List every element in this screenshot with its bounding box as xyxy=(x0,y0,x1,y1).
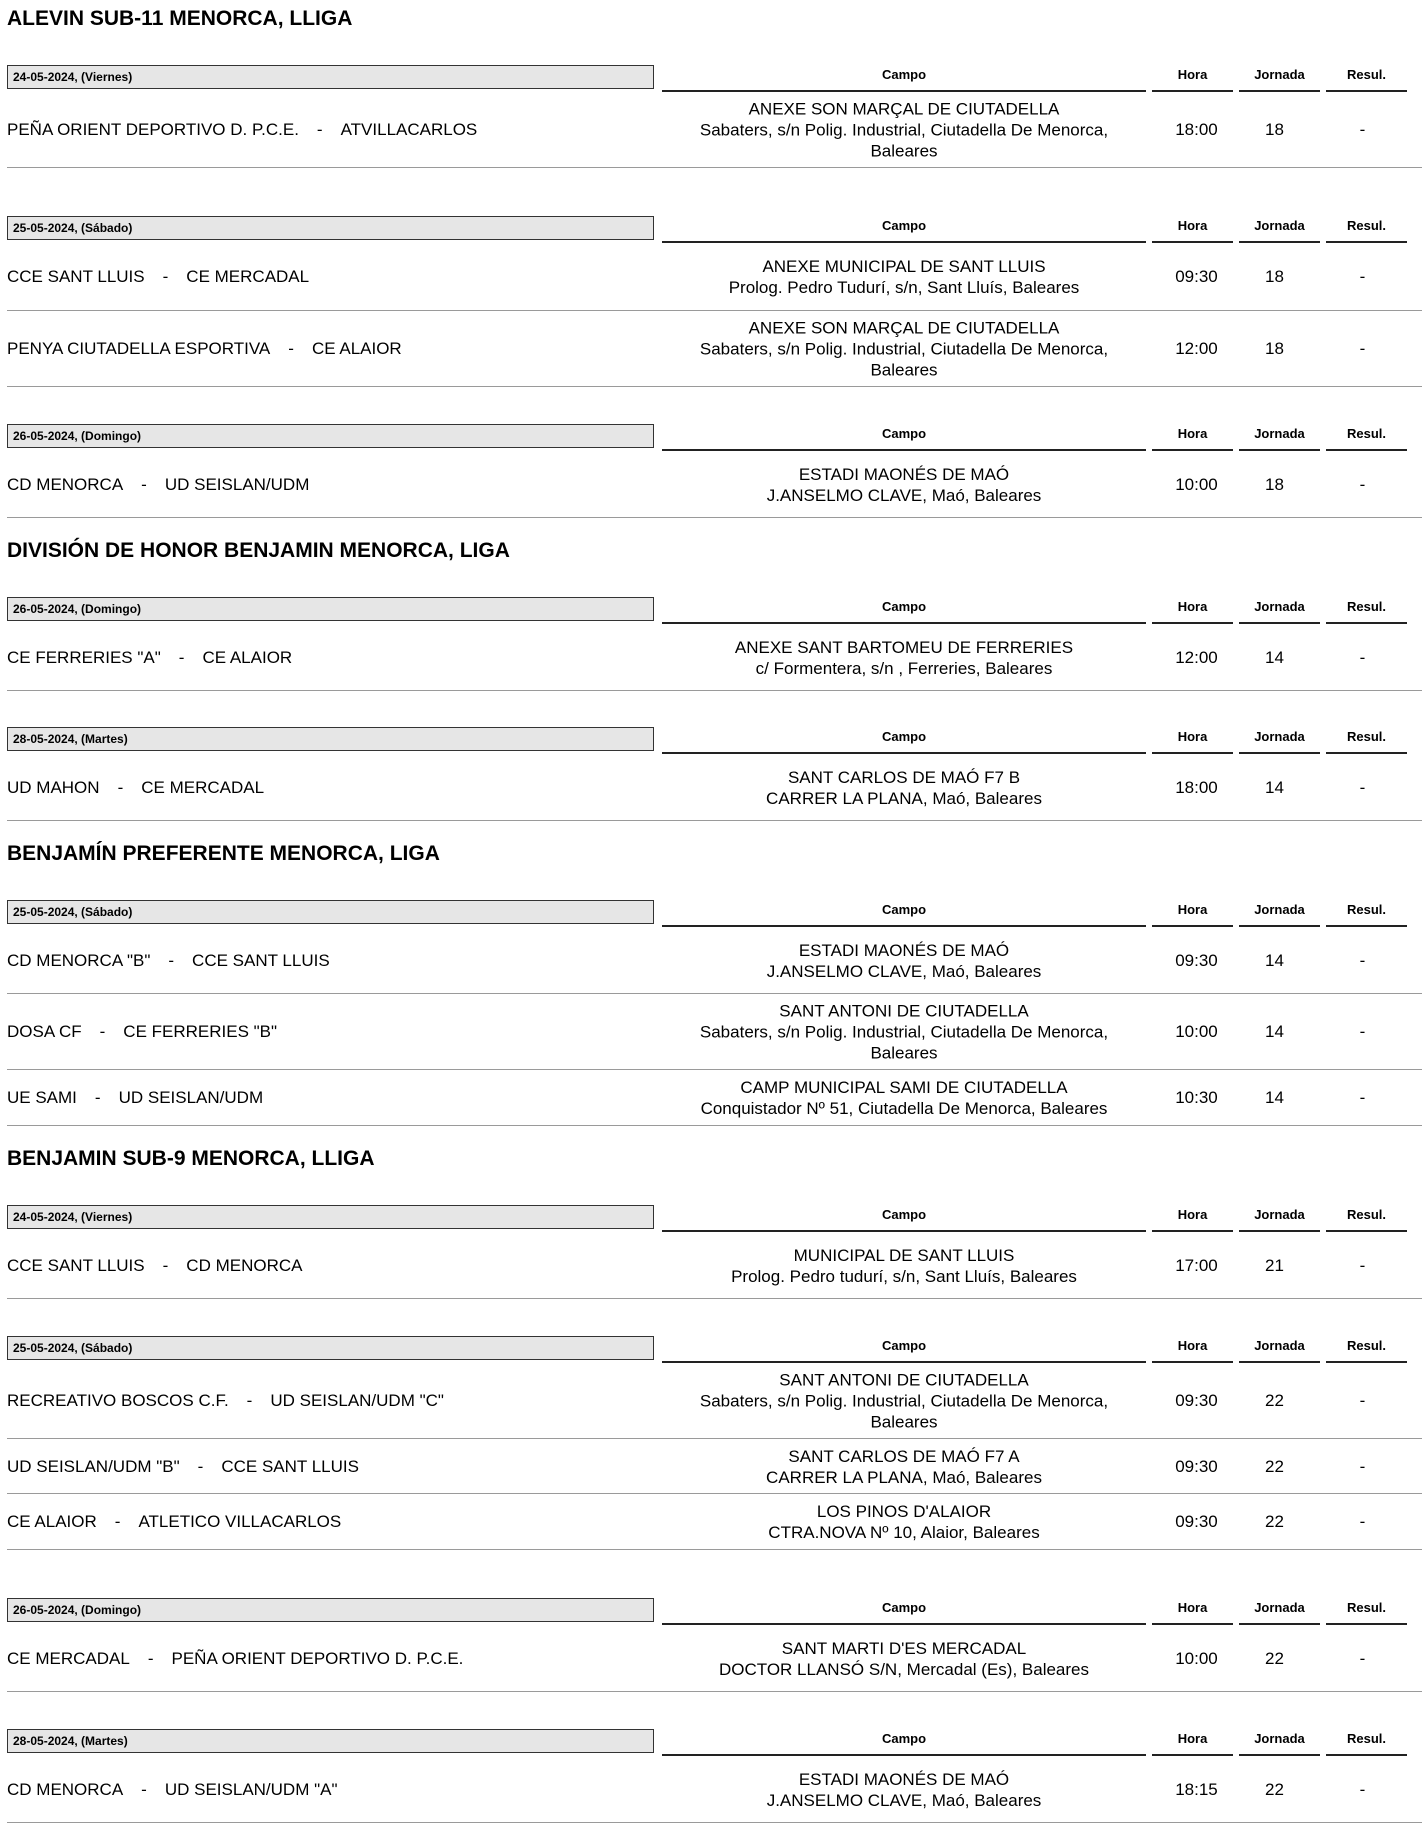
column-header-jornada: Jornada xyxy=(1239,1729,1320,1756)
matchday-number: 18 xyxy=(1265,267,1284,286)
match-row xyxy=(0,1756,1422,1823)
row-divider xyxy=(7,517,1422,518)
home-team: UE SAMI xyxy=(7,1088,77,1107)
matchday-number: 14 xyxy=(1265,1088,1284,1107)
match-row xyxy=(0,1363,1422,1439)
venue-name: SANT CARLOS DE MAÓ F7 B xyxy=(787,767,1021,787)
match-time: 18:15 xyxy=(1175,1779,1218,1799)
home-team: CD MENORCA "B" xyxy=(7,950,151,970)
column-header-campo: Campo xyxy=(662,1205,1146,1232)
home-team: CCE SANT LLUIS xyxy=(7,267,145,286)
column-header-jornada: Jornada xyxy=(1239,900,1320,927)
match-time: 09:30 xyxy=(1175,1456,1218,1476)
match-result: - xyxy=(1359,1391,1366,1410)
venue-address-line: Baleares xyxy=(870,360,938,380)
away-team: UD SEISLAN/UDM xyxy=(164,474,310,494)
match-venue xyxy=(672,940,1136,982)
column-header-campo: Campo xyxy=(662,1729,1146,1756)
team-separator: - xyxy=(114,1512,121,1531)
match-result: - xyxy=(1359,950,1366,970)
match-date: 24-05-2024, (Viernes) xyxy=(7,1205,654,1229)
match-time: 12:00 xyxy=(1175,339,1218,358)
match-result: - xyxy=(1359,1255,1366,1275)
team-separator: - xyxy=(178,647,185,667)
venue-address-line: J.ANSELMO CLAVE, Maó, Baleares xyxy=(766,485,1042,505)
venue-address-line: CARRER LA PLANA, Maó, Baleares xyxy=(766,1467,1042,1487)
column-header-jornada: Jornada xyxy=(1239,597,1320,624)
home-team: CE ALAIOR xyxy=(7,1512,97,1531)
column-header-resul: Resul. xyxy=(1326,65,1407,92)
matchday-number: 14 xyxy=(1265,950,1284,970)
column-header-campo: Campo xyxy=(662,216,1146,243)
match-result: - xyxy=(1359,339,1366,358)
match-row xyxy=(0,92,1422,168)
home-team: CE MERCADAL xyxy=(7,1648,130,1668)
column-header-campo: Campo xyxy=(662,65,1146,92)
venue-address-line: Baleares xyxy=(870,1043,938,1063)
match-result: - xyxy=(1359,647,1366,667)
venue-address-line: Sabaters, s/n Polig. Industrial, Ciutadella De Menorca, xyxy=(699,1391,1109,1411)
match-date: 28-05-2024, (Martes) xyxy=(7,1729,654,1753)
venue-address-line: Sabaters, s/n Polig. Industrial, Ciutadella De Menorca, xyxy=(699,339,1109,359)
home-team: CD MENORCA xyxy=(7,474,124,494)
column-header-jornada: Jornada xyxy=(1239,1205,1320,1232)
team-separator: - xyxy=(197,1456,204,1476)
column-header-hora: Hora xyxy=(1152,1336,1233,1363)
match-teams xyxy=(7,1780,338,1800)
match-venue xyxy=(672,1446,1136,1488)
row-divider xyxy=(7,1298,1422,1299)
away-team: UD SEISLAN/UDM "C" xyxy=(270,1391,444,1410)
match-venue xyxy=(672,99,1136,162)
column-header-resul: Resul. xyxy=(1326,727,1407,754)
team-separator: - xyxy=(246,1391,253,1410)
team-separator: - xyxy=(99,1022,106,1041)
matchday-number: 14 xyxy=(1265,647,1284,667)
match-date: 24-05-2024, (Viernes) xyxy=(7,65,654,89)
venue-address-line: Baleares xyxy=(870,1412,938,1432)
column-header-campo: Campo xyxy=(662,727,1146,754)
venue-name: SANT MARTI D'ES MERCADAL xyxy=(781,1638,1027,1658)
match-venue xyxy=(672,1370,1136,1433)
venue-name: ANEXE SON MARÇAL DE CIUTADELLA xyxy=(748,99,1060,119)
away-team: CE MERCADAL xyxy=(186,267,310,286)
match-time: 17:00 xyxy=(1175,1255,1218,1275)
match-result: - xyxy=(1359,1779,1366,1799)
match-teams xyxy=(7,1649,463,1669)
column-header-campo: Campo xyxy=(662,900,1146,927)
match-venue xyxy=(672,464,1136,506)
column-header-hora: Hora xyxy=(1152,597,1233,624)
home-team: CCE SANT LLUIS xyxy=(7,1255,145,1275)
column-header-hora: Hora xyxy=(1152,727,1233,754)
home-team: PEÑA ORIENT DEPORTIVO D. P.C.E. xyxy=(7,120,299,139)
match-teams xyxy=(7,1256,302,1276)
team-separator: - xyxy=(162,267,169,286)
competition-title: BENJAMÍN PREFERENTE MENORCA, LIGA xyxy=(7,842,440,865)
column-header-campo: Campo xyxy=(662,1598,1146,1625)
venue-address-line: Sabaters, s/n Polig. Industrial, Ciutadella De Menorca, xyxy=(699,120,1109,140)
match-teams xyxy=(7,778,264,798)
home-team: CD MENORCA xyxy=(7,1779,124,1799)
matchday-number: 18 xyxy=(1265,339,1284,358)
match-result: - xyxy=(1359,1648,1366,1668)
match-venue xyxy=(672,318,1136,381)
venue-address-line: Prolog. Pedro Tudurí, s/n, Sant Lluís, Baleares xyxy=(728,278,1080,297)
match-time: 10:00 xyxy=(1175,474,1218,494)
venue-address-line: J.ANSELMO CLAVE, Maó, Baleares xyxy=(766,961,1042,981)
away-team: CD MENORCA xyxy=(186,1255,303,1275)
match-venue xyxy=(672,1077,1136,1119)
away-team: UD SEISLAN/UDM xyxy=(118,1088,264,1107)
venue-address-line: Sabaters, s/n Polig. Industrial, Ciutadella De Menorca, xyxy=(699,1022,1109,1042)
match-row xyxy=(0,243,1422,311)
match-time: 10:00 xyxy=(1175,1022,1218,1041)
match-time: 18:00 xyxy=(1175,120,1218,139)
column-header-hora: Hora xyxy=(1152,65,1233,92)
match-date: 26-05-2024, (Domingo) xyxy=(7,597,654,621)
match-row xyxy=(0,1494,1422,1550)
row-divider xyxy=(7,1125,1422,1126)
venue-address-line: DOCTOR LLANSÓ S/N, Mercadal (Es), Baleares xyxy=(718,1659,1089,1679)
away-team: CE ALAIOR xyxy=(202,647,293,667)
column-header-jornada: Jornada xyxy=(1239,1598,1320,1625)
match-teams xyxy=(7,267,309,287)
match-result: - xyxy=(1359,1022,1366,1041)
match-venue xyxy=(672,1001,1136,1064)
match-row xyxy=(0,754,1422,821)
match-row xyxy=(0,1232,1422,1299)
column-header-hora: Hora xyxy=(1152,424,1233,451)
team-separator: - xyxy=(162,1255,169,1275)
away-team: CCE SANT LLUIS xyxy=(192,950,330,970)
match-result: - xyxy=(1359,267,1366,286)
column-header-resul: Resul. xyxy=(1326,1205,1407,1232)
match-time: 10:30 xyxy=(1175,1088,1218,1107)
matchday-number: 22 xyxy=(1265,1512,1284,1531)
match-venue xyxy=(672,1245,1136,1287)
match-row xyxy=(0,451,1422,518)
match-teams xyxy=(7,951,330,971)
match-teams xyxy=(7,475,309,495)
match-teams xyxy=(7,1088,263,1108)
column-header-resul: Resul. xyxy=(1326,424,1407,451)
venue-name: SANT CARLOS DE MAÓ F7 A xyxy=(788,1446,1020,1466)
venue-address-line: c/ Formentera, s/n , Ferreries, Baleares xyxy=(755,658,1053,678)
column-header-hora: Hora xyxy=(1152,1598,1233,1625)
team-separator: - xyxy=(94,1088,101,1107)
venue-name: CAMP MUNICIPAL SAMI DE CIUTADELLA xyxy=(740,1078,1068,1097)
column-header-hora: Hora xyxy=(1152,1205,1233,1232)
matchday-number: 22 xyxy=(1265,1391,1284,1410)
matchday-number: 22 xyxy=(1265,1779,1284,1799)
column-header-resul: Resul. xyxy=(1326,900,1407,927)
away-team: ATVILLACARLOS xyxy=(340,120,478,139)
match-date: 26-05-2024, (Domingo) xyxy=(7,1598,654,1622)
column-header-jornada: Jornada xyxy=(1239,65,1320,92)
venue-address-line: Baleares xyxy=(870,141,938,161)
venue-address-line: J.ANSELMO CLAVE, Maó, Baleares xyxy=(766,1790,1042,1810)
match-row xyxy=(0,311,1422,387)
away-team: CE MERCADAL xyxy=(141,777,265,797)
team-separator: - xyxy=(117,777,124,797)
match-teams xyxy=(7,1391,444,1411)
column-header-resul: Resul. xyxy=(1326,1729,1407,1756)
match-result: - xyxy=(1359,1088,1366,1107)
match-venue xyxy=(672,1638,1136,1680)
match-row xyxy=(0,624,1422,691)
column-header-resul: Resul. xyxy=(1326,597,1407,624)
row-divider xyxy=(7,1822,1422,1823)
venue-name: ESTADI MAONÉS DE MAÓ xyxy=(798,940,1010,960)
home-team: UD SEISLAN/UDM "B" xyxy=(7,1456,180,1476)
matchday-number: 18 xyxy=(1265,120,1284,139)
venue-name: ESTADI MAONÉS DE MAÓ xyxy=(798,1769,1010,1789)
match-time: 12:00 xyxy=(1175,647,1218,667)
column-header-campo: Campo xyxy=(662,1336,1146,1363)
home-team: PENYA CIUTADELLA ESPORTIVA xyxy=(7,339,271,358)
column-header-jornada: Jornada xyxy=(1239,1336,1320,1363)
match-time: 10:00 xyxy=(1175,1648,1218,1668)
match-date: 25-05-2024, (Sábado) xyxy=(7,1336,654,1360)
away-team: PEÑA ORIENT DEPORTIVO D. P.C.E. xyxy=(171,1648,464,1668)
column-header-resul: Resul. xyxy=(1326,1598,1407,1625)
match-row xyxy=(0,927,1422,994)
match-date: 26-05-2024, (Domingo) xyxy=(7,424,654,448)
match-venue xyxy=(672,256,1136,298)
home-team: DOSA CF xyxy=(7,1022,82,1041)
home-team: RECREATIVO BOSCOS C.F. xyxy=(7,1391,229,1410)
match-row xyxy=(0,1625,1422,1692)
column-header-campo: Campo xyxy=(662,424,1146,451)
row-divider xyxy=(7,820,1422,821)
match-result: - xyxy=(1359,777,1366,797)
venue-address-line: Prolog. Pedro tudurí, s/n, Sant Lluís, Baleares xyxy=(731,1266,1077,1286)
row-divider xyxy=(7,1691,1422,1692)
venue-name: ANEXE MUNICIPAL DE SANT LLUIS xyxy=(762,257,1046,276)
competition-title: ALEVIN SUB-11 MENORCA, LLIGA xyxy=(7,7,353,30)
row-divider xyxy=(7,386,1422,387)
match-venue xyxy=(672,1769,1136,1811)
venue-name: ESTADI MAONÉS DE MAÓ xyxy=(798,464,1010,484)
match-time: 09:30 xyxy=(1175,950,1218,970)
team-separator: - xyxy=(316,120,323,139)
matchday-number: 22 xyxy=(1265,1648,1284,1668)
venue-name: ANEXE SANT BARTOMEU DE FERRERIES xyxy=(734,637,1074,657)
matchday-number: 22 xyxy=(1265,1456,1284,1476)
home-team: CE FERRERIES "A" xyxy=(7,647,161,667)
match-teams xyxy=(7,120,477,140)
competition-title: BENJAMIN SUB-9 MENORCA, LLIGA xyxy=(7,1147,375,1170)
column-header-jornada: Jornada xyxy=(1239,216,1320,243)
column-header-resul: Resul. xyxy=(1326,216,1407,243)
column-header-campo: Campo xyxy=(662,597,1146,624)
column-header-hora: Hora xyxy=(1152,900,1233,927)
venue-address-line: CTRA.NOVA Nº 10, Alaior, Baleares xyxy=(768,1523,1040,1542)
venue-name: MUNICIPAL DE SANT LLUIS xyxy=(793,1245,1015,1265)
home-team: UD MAHON xyxy=(7,777,100,797)
match-row xyxy=(0,1439,1422,1494)
match-result: - xyxy=(1359,120,1366,139)
match-result: - xyxy=(1359,474,1366,494)
away-team: ATLETICO VILLACARLOS xyxy=(138,1512,342,1531)
matchday-number: 21 xyxy=(1265,1255,1284,1275)
matchday-number: 14 xyxy=(1265,777,1284,797)
matchday-number: 18 xyxy=(1265,474,1284,494)
team-separator: - xyxy=(288,339,294,358)
column-header-jornada: Jornada xyxy=(1239,727,1320,754)
venue-name: ANEXE SON MARÇAL DE CIUTADELLA xyxy=(748,318,1060,338)
column-header-resul: Resul. xyxy=(1326,1336,1407,1363)
column-header-jornada: Jornada xyxy=(1239,424,1320,451)
row-divider xyxy=(7,1549,1422,1550)
competition-title: DIVISIÓN DE HONOR BENJAMIN MENORCA, LIGA xyxy=(7,539,510,562)
match-teams xyxy=(7,1022,277,1042)
match-date: 28-05-2024, (Martes) xyxy=(7,727,654,751)
team-separator: - xyxy=(141,1779,147,1799)
row-divider xyxy=(7,167,1422,168)
column-header-hora: Hora xyxy=(1152,216,1233,243)
match-venue xyxy=(672,1501,1136,1543)
match-row xyxy=(0,1070,1422,1126)
match-time: 18:00 xyxy=(1175,777,1218,797)
column-header-hora: Hora xyxy=(1152,1729,1233,1756)
match-teams xyxy=(7,1457,359,1477)
match-date: 25-05-2024, (Sábado) xyxy=(7,900,654,924)
venue-name: SANT ANTONI DE CIUTADELLA xyxy=(779,1001,1029,1021)
row-divider xyxy=(7,690,1422,691)
away-team: CCE SANT LLUIS xyxy=(221,1456,359,1476)
match-time: 09:30 xyxy=(1175,1391,1218,1410)
matchday-number: 14 xyxy=(1265,1022,1284,1041)
match-time: 09:30 xyxy=(1175,1512,1218,1531)
match-teams xyxy=(7,339,402,359)
away-team: CE FERRERIES "B" xyxy=(123,1022,278,1041)
match-date: 25-05-2024, (Sábado) xyxy=(7,216,654,240)
match-time: 09:30 xyxy=(1175,267,1218,286)
venue-name: SANT ANTONI DE CIUTADELLA xyxy=(779,1370,1029,1390)
venue-address-line: CARRER LA PLANA, Maó, Baleares xyxy=(766,788,1042,808)
match-row xyxy=(0,994,1422,1070)
team-separator: - xyxy=(147,1648,154,1668)
match-venue xyxy=(672,767,1136,809)
venue-address-line: Conquistador Nº 51, Ciutadella De Menorca, Baleares xyxy=(700,1099,1108,1118)
team-separator: - xyxy=(141,474,147,494)
away-team: CE ALAIOR xyxy=(311,339,402,358)
away-team: UD SEISLAN/UDM "A" xyxy=(164,1779,338,1799)
venue-name: LOS PINOS D'ALAIOR xyxy=(816,1502,992,1521)
match-teams xyxy=(7,648,292,668)
match-result: - xyxy=(1359,1456,1366,1476)
match-teams xyxy=(7,1512,341,1532)
match-venue xyxy=(672,637,1136,679)
match-result: - xyxy=(1359,1512,1366,1531)
team-separator: - xyxy=(168,950,175,970)
